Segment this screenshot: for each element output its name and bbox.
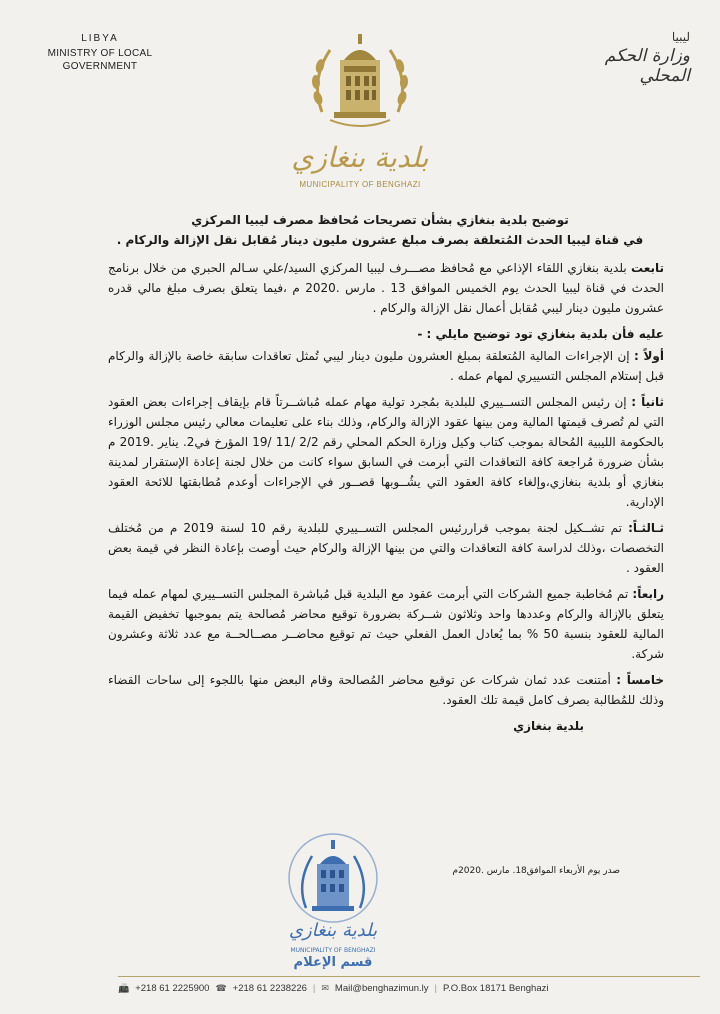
phone-icon: ☎ bbox=[215, 983, 227, 993]
footer-contacts bbox=[118, 983, 700, 994]
ministry-en-line1: MINISTRY OF LOCAL bbox=[47, 48, 153, 59]
municipality-emblem-icon bbox=[300, 20, 420, 140]
country-ar: ليبيا bbox=[671, 30, 690, 44]
subject-line-2: في قناة ليبيا الحدث المُتعلقة بصرف مبلغ عشرون مليون دينار مُقابل نقل الإزالة والركام . bbox=[116, 233, 644, 247]
fax-icon: 📠 bbox=[118, 983, 130, 993]
intro-paragraph bbox=[108, 258, 664, 318]
footer-divider bbox=[118, 976, 700, 977]
second-text: إن رئيس المجلس التســييري للبلدية بمُجرد تولية مهام عمله مُباشــرتاً قام بإيقاف إجراءات بعض العقود التي لم تُصرف قيمتها المالية ومن بينها عقود الإزالة والركام، وذلك بناء على تعليمات معالي رئيس مجلس الوزراء بالحكومة الليبية المُحالة بموجب كتاب وكيل وزارة الحكم المحلي رقم 2/2 /11 /19 المؤرخ في2. يناير .2019 م بشأن ضرورة مُراجعة كافة التعاقدات التي أبرمت في السابق سواء كانت من خلال لجنة إعادة الإستقرار لمدينة بنغازي أو بلدية بنغازي،وإلغاء كافة العقود التي يشُــوبها قصــور في الإجراءات أوعدم مُطابقتها للائحة العقود الإدارية. bbox=[108, 395, 665, 509]
fifth-label: خامساً : bbox=[616, 673, 664, 687]
seal-municipality-en: MUNICIPALITY OF BENGHAZI bbox=[290, 947, 376, 954]
issued-date: صدر يوم الأربعاء الموافق18. مارس .2020م bbox=[452, 866, 620, 876]
third-label: ثـالثـاً: bbox=[628, 521, 665, 535]
fourth-paragraph bbox=[108, 584, 664, 664]
document-body bbox=[108, 258, 664, 742]
footer-email: Mail@benghazimun.ly bbox=[334, 983, 429, 994]
intro-label: تابعت bbox=[631, 261, 664, 275]
ministry-en-line2: GOVERNMENT bbox=[62, 61, 138, 72]
third-text: تم تشــكيل لجنة بموجب قراررئيس المجلس التســييري للبلدية رقم 10 لسنة 2019 م من مُختلف التخصصات ،وذلك لدراسة كافة التعاقدات والتي من بينها الإزالة والركام حيث أوصت بإعادة النظر في قيمة بعض العقود . bbox=[108, 521, 664, 575]
fourth-text: تم مُخاطبة جميع الشركات التي أبرمت عقود مع البلدية قبل مُباشرة المجلس التســييري لمهام عمله فيما يتعلق بالإزالة والركام وعددها واحد وثلاثون شــركة بضرورة توقيع محاضر مُصالحة يتم بموجبها تخفيض القيمة المالية للعقود بنسبة 50 % بما يُعادل العمل الفعلي حيث تم توقيع محاضــر مصــالحــة مع عدد ثلاثة وعشرون شركة. bbox=[108, 587, 664, 661]
third-paragraph bbox=[108, 518, 664, 578]
fifth-paragraph bbox=[108, 670, 664, 710]
seal-department-ar: قسم الإعلام bbox=[293, 955, 373, 970]
second-paragraph bbox=[108, 392, 664, 512]
clarify-line: عليه فأن بلدية بنغازي تود توضيح مايلي : - bbox=[417, 327, 664, 341]
fifth-text: أمتنعت عدد ثمان شركات عن توقيع محاضر المُصالحة وقام البعض منها باللجوء إلى ساحات القضاء وذلك للمُطالبة بصرف كامل قيمة تلك العقود. bbox=[108, 673, 664, 707]
second-label: ثانياً : bbox=[631, 395, 664, 409]
ministry-ar: وزارة الحكم المحلي bbox=[604, 46, 690, 86]
mail-icon: ✉ bbox=[321, 983, 329, 993]
intro-text: بلدية بنغازي اللقاء الإذاعي مع مُحافظ مصـــرف ليبيا المركزي السيد/علي سـالم الحبري من خلال برنامج الحدث في قناة ليبيا الحدث يوم الخميس الموافق 13 . مارس .2020 م ،فيما يتعلق بصرف مبلغ مالي قدره عشرون مليون دينار ليبي مُقابل أعمال نقل الإزالة والركام . bbox=[108, 261, 664, 315]
footer-pobox: P.O.Box 18171 Benghazi bbox=[443, 983, 549, 994]
footer-phone: +218 61 2238226 bbox=[232, 983, 307, 994]
document-subject bbox=[110, 210, 650, 250]
fourth-label: رابعاً: bbox=[632, 587, 664, 601]
country-en: LIBYA bbox=[81, 33, 119, 44]
footer-fax: +218 61 2225900 bbox=[135, 983, 210, 994]
header-left-english bbox=[40, 32, 160, 73]
footer-separator: | bbox=[312, 983, 316, 994]
first-label: أولاً : bbox=[633, 349, 664, 363]
subject-line-1: توضيح بلدية بنغازي بشأن تصريحات مُحافظ مصرف ليبيا المركزي bbox=[191, 213, 569, 227]
first-text: إن الإجراءات المالية المُتعلقة بمبلغ العشرون مليون دينار ليبي تُمثل تعاقدات سابقة خاصة بالإزالة والركام قبل إستلام المجلس التسييري لمهام عمله . bbox=[108, 349, 664, 383]
header-right-arabic bbox=[570, 30, 690, 86]
footer-separator: | bbox=[434, 983, 437, 994]
first-paragraph bbox=[108, 346, 664, 386]
seal-municipality-ar: بلدية بنغازي bbox=[288, 920, 378, 941]
municipality-name-en: MUNICIPALITY OF BENGHAZI bbox=[299, 180, 421, 189]
signoff: بلدية بنغازي bbox=[513, 719, 584, 733]
municipality-name-ar: بلدية بنغازي bbox=[291, 141, 429, 174]
